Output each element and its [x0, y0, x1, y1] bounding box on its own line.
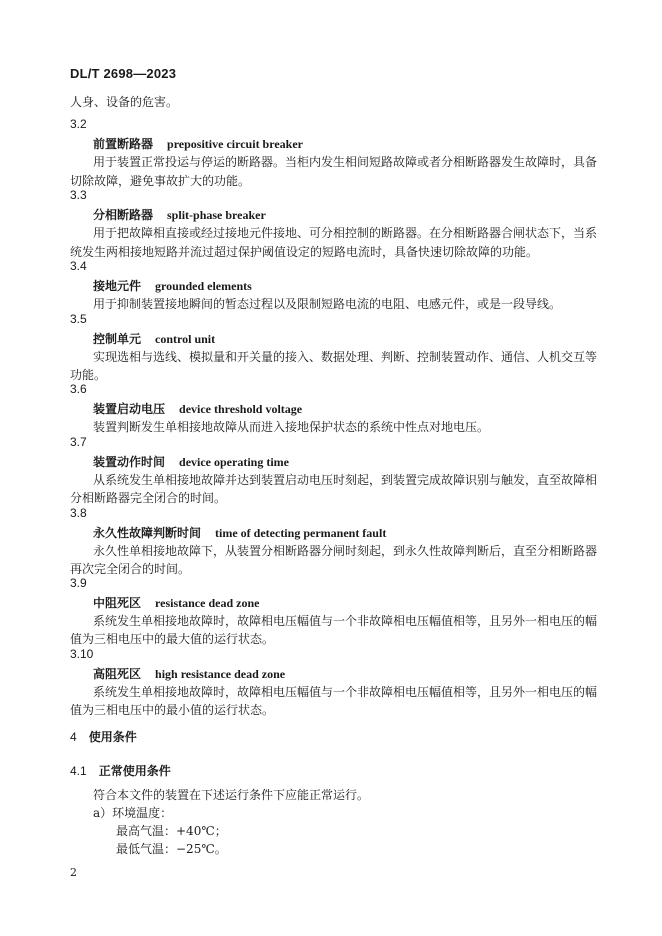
list-sub-item: 最高气温：+40℃； [116, 824, 227, 838]
term-en: prepositive circuit breaker [167, 137, 303, 151]
term-number: 3.3 [70, 188, 87, 202]
term-definition-line: 用于把故障相直接或经过接地元件接地、可分相控制的断路器。在分相断路器合闸状态下，当系 [93, 226, 598, 240]
term-number: 3.5 [70, 312, 87, 326]
term-zh: 前置断路器 [93, 137, 154, 151]
section-heading [70, 728, 137, 745]
term-en: grounded elements [155, 279, 252, 293]
term-number: 3.8 [70, 506, 87, 520]
intro-line: 人身、设备的危害。 [70, 95, 179, 109]
term-en: time of detecting permanent fault [215, 526, 387, 540]
term-zh: 永久性故障判断时间 [93, 526, 202, 540]
term-number: 3.10 [70, 647, 94, 661]
term-definition-line: 实现选相与选线、模拟量和开关量的接入、数据处理、判断、控制装置动作、通信、人机交互等 [93, 350, 598, 364]
term-zh: 高阻死区 [93, 667, 142, 681]
term-definition-line: 切除故障，避免事故扩大的功能。 [70, 174, 251, 188]
term-en: control unit [155, 332, 216, 346]
term-number: 3.4 [70, 259, 87, 273]
term-zh: 分相断路器 [93, 208, 154, 222]
term-zh: 接地元件 [93, 279, 142, 293]
term-definition-line: 分相断路器完全闭合的时间。 [70, 491, 227, 505]
term-number: 3.2 [70, 117, 87, 131]
term-definition-line: 值为三相电压中的最小值的运行状态。 [70, 703, 275, 717]
term-heading [93, 665, 285, 682]
page-number: 2 [70, 866, 77, 879]
term-heading [93, 277, 252, 294]
term-definition-line: 用于装置正常投运与停运的断路器。当柜内发生相间短路故障或者分相断路器发生故障时，具备 [93, 155, 598, 169]
list-item-a: a）环境温度： [93, 806, 173, 820]
term-en: device threshold voltage [179, 402, 303, 416]
term-en: split-phase breaker [167, 208, 266, 222]
term-number: 3.9 [70, 576, 87, 590]
term-definition-line: 系统发生单相接地故障时，故障相电压幅值与一个非故障相电压幅值相等，且另外一相电压的幅 [93, 614, 598, 628]
term-heading [93, 206, 266, 223]
subsection-intro: 符合本文件的装置在下述运行条件下应能正常运行。 [93, 788, 370, 802]
subsection-number: 4.1 [70, 764, 87, 778]
term-en: high resistance dead zone [155, 667, 286, 681]
term-heading [93, 453, 289, 470]
term-definition-line: 用于抑制装置接地瞬间的暂态过程以及限制短路电流的电阻、电感元件，或是一段导线。 [93, 297, 562, 311]
term-en: resistance dead zone [155, 596, 260, 610]
term-number: 3.6 [70, 382, 87, 396]
term-heading [93, 594, 259, 611]
term-definition-line: 统发生两相接地短路并流过超过保护阈值设定的短路电流时，具备快速切除故障的功能。 [70, 245, 539, 259]
section-title: 使用条件 [88, 730, 137, 744]
subsection-title: 正常使用条件 [98, 764, 171, 778]
list-sub-item: 最低气温：−25℃。 [116, 842, 227, 856]
term-en: device operating time [179, 455, 289, 469]
term-definition-line: 值为三相电压中的最大值的运行状态。 [70, 632, 275, 646]
term-number: 3.7 [70, 435, 87, 449]
term-heading [93, 135, 303, 152]
section-number: 4 [70, 730, 77, 744]
term-definition-line: 系统发生单相接地故障时，故障相电压幅值与一个非故障相电压幅值相等，且另外一相电压的幅 [93, 685, 598, 699]
term-zh: 中阻死区 [93, 596, 142, 610]
term-heading [93, 524, 386, 541]
term-zh: 控制单元 [93, 332, 142, 346]
term-definition-line: 再次完全闭合的时间。 [70, 562, 191, 576]
term-definition-line: 从系统发生单相接地故障并达到装置启动电压时刻起，到装置完成故障识别与触发，直至故障相 [93, 473, 598, 487]
subsection-heading [70, 762, 171, 779]
term-heading [93, 330, 215, 347]
term-zh: 装置启动电压 [93, 402, 166, 416]
term-definition-line: 装置判断发生单相接地故障从而进入接地保护状态的系统中性点对地电压。 [93, 420, 490, 434]
term-definition-line: 永久性单相接地故障下，从装置分相断路器分闸时刻起，到永久性故障判断后，直至分相断路器 [93, 544, 598, 558]
term-zh: 装置动作时间 [93, 455, 166, 469]
document-code-header: DL/T 2698—2023 [70, 66, 177, 81]
term-definition-line: 功能。 [70, 368, 107, 382]
term-heading [93, 400, 302, 417]
